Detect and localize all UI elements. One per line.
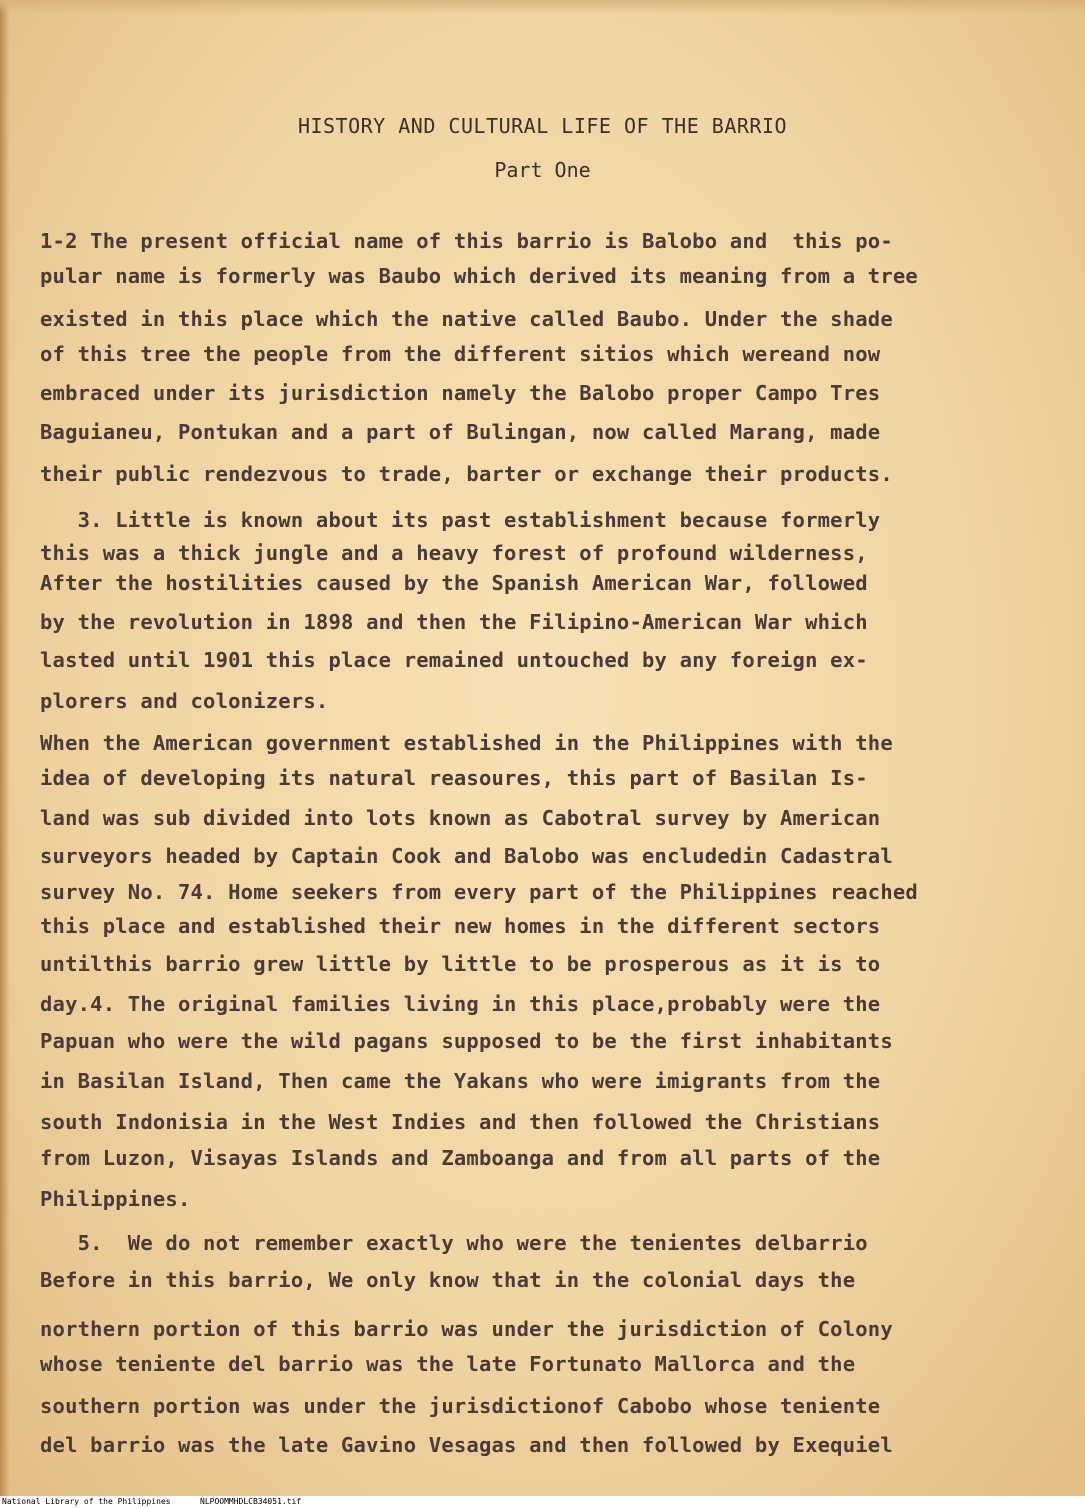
text-line: northern portion of this barrio was under the jurisdiction of Colony [40, 1317, 893, 1341]
text-line: land was sub divided into lots known as Cabotral survey by American [40, 806, 881, 830]
text-line: del barrio was the late Gavino Vesagas and then followed by Exequiel [40, 1433, 893, 1457]
text-line: After the hostilities caused by the Spanish American War, followed [40, 571, 868, 595]
text-line: this place and established their new homes in the different sectors [40, 914, 881, 938]
text-line: pular name is formerly was Baubo which derived its meaning from a tree [40, 264, 918, 288]
text-line: Baguianeu, Pontukan and a part of Bulingan, now called Marang, made [40, 420, 881, 444]
text-line: south Indonisia in the West Indies and then followed the Christians [40, 1110, 881, 1134]
footer-source: National Library of the Philippines [2, 1497, 171, 1506]
text-line: by the revolution in 1898 and then the Filipino-American War which [40, 610, 868, 634]
text-line: When the American government established in the Philippines with the [40, 731, 893, 755]
text-line: 5. We do not remember exactly who were the tenientes delbarrio [40, 1231, 868, 1255]
text-line: 1-2 The present official name of this barrio is Balobo and this po- [40, 229, 893, 253]
document-subtitle: Part One [494, 158, 591, 182]
document-title: HISTORY AND CULTURAL LIFE OF THE BARRIO [297, 114, 788, 138]
text-line: plorers and colonizers. [40, 689, 329, 713]
text-line: southern portion was under the jurisdictionof Cabobo whose teniente [40, 1394, 881, 1418]
text-line: Papuan who were the wild pagans supposed to be the first inhabitants [40, 1029, 893, 1053]
scan-footer [0, 1496, 1085, 1508]
text-line: lasted until 1901 this place remained untouched by any foreign ex- [40, 648, 868, 672]
text-line: from Luzon, Visayas Islands and Zamboanga and from all parts of the [40, 1146, 881, 1170]
text-line: untilthis barrio grew little by little to be prosperous as it is to [40, 952, 881, 976]
text-line: in Basilan Island, Then came the Yakans who were imigrants from the [40, 1069, 881, 1093]
text-line: 3. Little is known about its past establishment because formerly [40, 508, 881, 532]
text-line: embraced under its jurisdiction namely the Balobo proper Campo Tres [40, 381, 881, 405]
text-line: day.4. The original families living in this place,probably were the [40, 992, 881, 1016]
page-binding-edge [0, 0, 10, 1496]
text-line: survey No. 74. Home seekers from every part of the Philippines reached [40, 880, 918, 904]
footer-file-id: NLPOOMMHDLCB34051.tif [200, 1497, 302, 1506]
text-line: surveyors headed by Captain Cook and Balobo was encludedin Cadastral [40, 844, 893, 868]
text-line: of this tree the people from the different sitios which wereand now [40, 342, 881, 366]
text-line: their public rendezvous to trade, barter or exchange their products. [40, 462, 893, 486]
text-line: Before in this barrio, We only know that in the colonial days the [40, 1268, 856, 1292]
text-line: idea of developing its natural reasoures, this part of Basilan Is- [40, 766, 868, 790]
text-line: Philippines. [40, 1187, 191, 1211]
text-line: existed in this place which the native called Baubo. Under the shade [40, 307, 893, 331]
text-line: whose teniente del barrio was the late Fortunato Mallorca and the [40, 1352, 856, 1376]
page-top-edge [0, 0, 1085, 14]
text-line: this was a thick jungle and a heavy forest of profound wilderness, [40, 541, 868, 565]
